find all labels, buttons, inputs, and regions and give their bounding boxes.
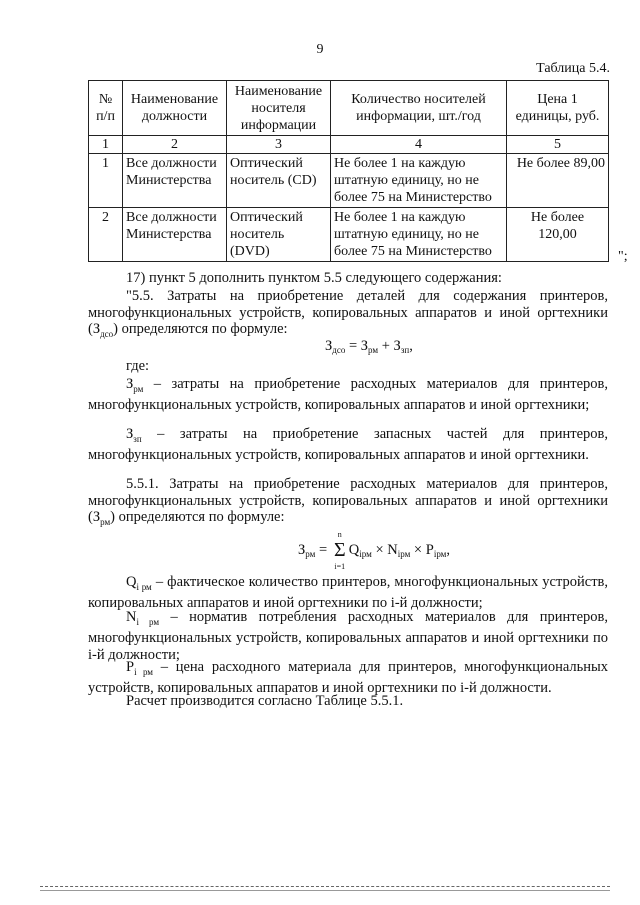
column-number: 4 [331,136,507,154]
column-number: 1 [89,136,123,154]
column-number: 2 [123,136,227,154]
row-quantity: Не более 1 на каждую штатную единицу, но не более 75 на Министерство [331,208,507,262]
paragraph-5-5: "5.5. Затраты на приобретение деталей для содержания принтеров, многофункциональных устройств, копировальных аппаратов и иной оргтехники $(З_{дсо})$ определяются по формуле: [88,288,608,340]
row-price: Не более 89,00 [507,154,609,208]
column-number: 3 [227,136,331,154]
page-number: 9 [316,42,324,57]
definition-rm: $З_{рм}$ – затраты на приобретение расходных материалов для принтеров, многофункциональных устройств, копировальных аппаратов и иной оргтехники; [88,376,608,414]
page-bottom-rule [40,890,610,891]
formula-consumables: $З_{рм}$ = n Σ i=1 $Q_{iрм} \times N_{iрм} \times P_{iрм}$, [298,530,450,571]
row-position: Все должности Министерства [123,154,227,208]
table-row [89,208,609,262]
table-row [89,154,609,208]
media-table [88,80,609,262]
amendment-17: 17) пункт 5 дополнить пунктом 5.5 следующего содержания: [126,270,502,286]
header-position: Наименование должности [123,81,227,136]
row-number: 2 [89,208,123,262]
definition-q: $Q_{i рм}$ – фактическое количество принтеров, многофункциональных устройств, копировальных аппаратов и иной оргтехники по i-й должности; [88,574,609,612]
row-medium: Оптический носитель (DVD) [227,208,331,262]
definition-zp: $З_{зп}$ – затраты на приобретение запасных частей для принтеров, многофункциональных устройств, копировальных аппаратов и иной оргтехники. [88,426,608,464]
sum-symbol: n Σ i=1 [333,530,346,571]
table-caption: Таблица 5.4. [536,61,610,76]
formula-total: $З_{дсо} = З_{рм} + З_{зп}$, [325,338,413,355]
row-quantity: Не более 1 на каждую штатную единицу, но не более 75 на Министерство [331,154,507,208]
row-price: Не более 120,00 [507,208,609,262]
definition-p: $P_{i рм}$ – цена расходного материала для принтеров, многофункциональных устройств, копировальных аппаратов и иной оргтехники по i-й должности. [88,659,608,697]
paragraph-5-5-1: 5.5.1. Затраты на приобретение расходных материалов для принтеров, многофункциональных устройств, копировальных аппаратов и иной оргтехники $(З_{рм})$ определяются по формуле: [88,476,608,528]
header-quantity: Количество носителей информации, шт./год [331,81,507,136]
header-medium: Наименование носителя информации [227,81,331,136]
header-number: № п/п [89,81,123,136]
row-number: 1 [89,154,123,208]
header-price: Цена 1 единицы, руб. [507,81,609,136]
closing-quote-mark: "; [618,249,628,264]
row-medium: Оптический носитель (CD) [227,154,331,208]
row-position: Все должности Министерства [123,208,227,262]
column-number-row [89,136,609,154]
calculation-note: Расчет производится согласно Таблице 5.5.1. [126,693,404,709]
page-bottom-rule [40,886,610,887]
table-header-row [89,81,609,136]
definition-n: $N_{i рм}$ – норматив потребления расходных материалов для принтеров, многофункциональных устройств, копировальных аппаратов и иной оргтехники по i-й должности; [88,609,608,664]
column-number: 5 [507,136,609,154]
where-label: где: [126,358,150,374]
